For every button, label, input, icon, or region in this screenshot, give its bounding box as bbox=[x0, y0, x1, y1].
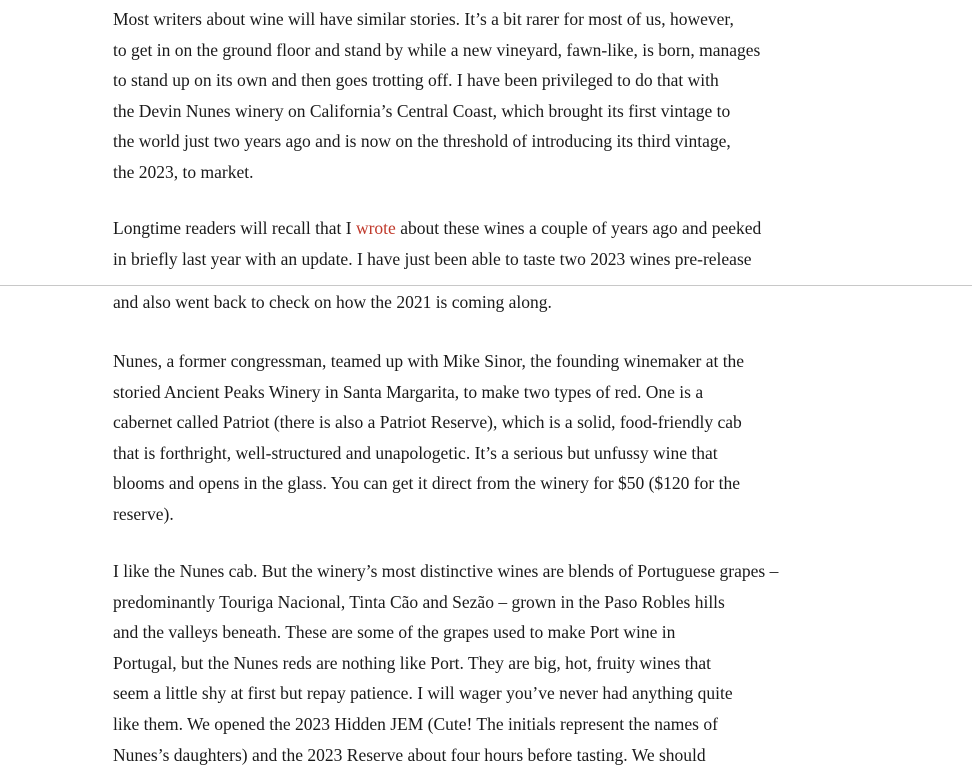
paragraph-line: in briefly last year with an update. I have just been able to taste two 2023 wines pre-release bbox=[113, 248, 752, 269]
paragraph-line: the world just two years ago and is now on the threshold of introducing its third vintage, bbox=[113, 131, 731, 152]
page-top bbox=[0, 0, 972, 285]
paragraph-line: that is forthright, well-structured and unapologetic. It’s a serious but unfussy wine that bbox=[113, 442, 718, 463]
paragraph-line: storied Ancient Peaks Winery in Santa Margarita, to make two types of red. One is a bbox=[113, 381, 704, 402]
paragraph-line: seem a little shy at first but repay patience. I will wager you’ve never had anything quite bbox=[113, 683, 733, 704]
paragraph-line: to stand up on its own and then goes trotting off. I have been privileged to do that with bbox=[113, 70, 719, 91]
paragraph-line: predominantly Touriga Nacional, Tinta Cão and Sezão – grown in the Paso Robles hills bbox=[113, 591, 725, 612]
paragraph-line: blooms and opens in the glass. You can get it direct from the winery for $50 ($120 for the bbox=[113, 473, 740, 494]
paragraph-line: Most writers about wine will have similar stories. It’s a bit rarer for most of us, however, bbox=[113, 9, 734, 29]
page-bottom bbox=[0, 286, 972, 769]
paragraph-line: I like the Nunes cab. But the winery’s most distinctive wines are blends of Portuguese grapes – bbox=[113, 561, 779, 581]
paragraph-line: like them. We opened the 2023 Hidden JEM (Cute! The initials represent the names of bbox=[113, 714, 718, 734]
paragraph-line: the Devin Nunes winery on California’s Central Coast, which brought its first vintage to bbox=[113, 100, 731, 121]
paragraph-line: and the valleys beneath. These are some of the grapes used to make Port wine in bbox=[113, 622, 676, 643]
paragraph-line: to get in on the ground floor and stand by while a new vineyard, fawn-like, is born, manages bbox=[113, 39, 761, 60]
text-after-link: about these wines a couple of years ago and peeked bbox=[395, 218, 762, 238]
paragraph-line: reserve). bbox=[113, 504, 174, 524]
text-before-link: Longtime readers will recall that I bbox=[113, 218, 356, 238]
paragraph-line: Nunes, a former congressman, teamed up with Mike Sinor, the founding winemaker at the bbox=[113, 351, 745, 371]
paragraph-line: cabernet called Patriot (there is also a Patriot Reserve), which is a solid, food-friendly cab bbox=[113, 412, 742, 433]
paragraph-line: Nunes’s daughters) and the 2023 Reserve about four hours before tasting. We should bbox=[113, 744, 706, 765]
wrote-link[interactable]: wrote bbox=[355, 218, 396, 238]
paragraph-line: Portugal, but the Nunes reds are nothing like Port. They are big, hot, fruity wines that bbox=[113, 652, 711, 673]
paragraph-line bbox=[113, 217, 761, 239]
paragraph-line: the 2023, to market. bbox=[113, 162, 254, 182]
paragraph-line: and also went back to check on how the 2021 is coming along. bbox=[113, 292, 552, 312]
